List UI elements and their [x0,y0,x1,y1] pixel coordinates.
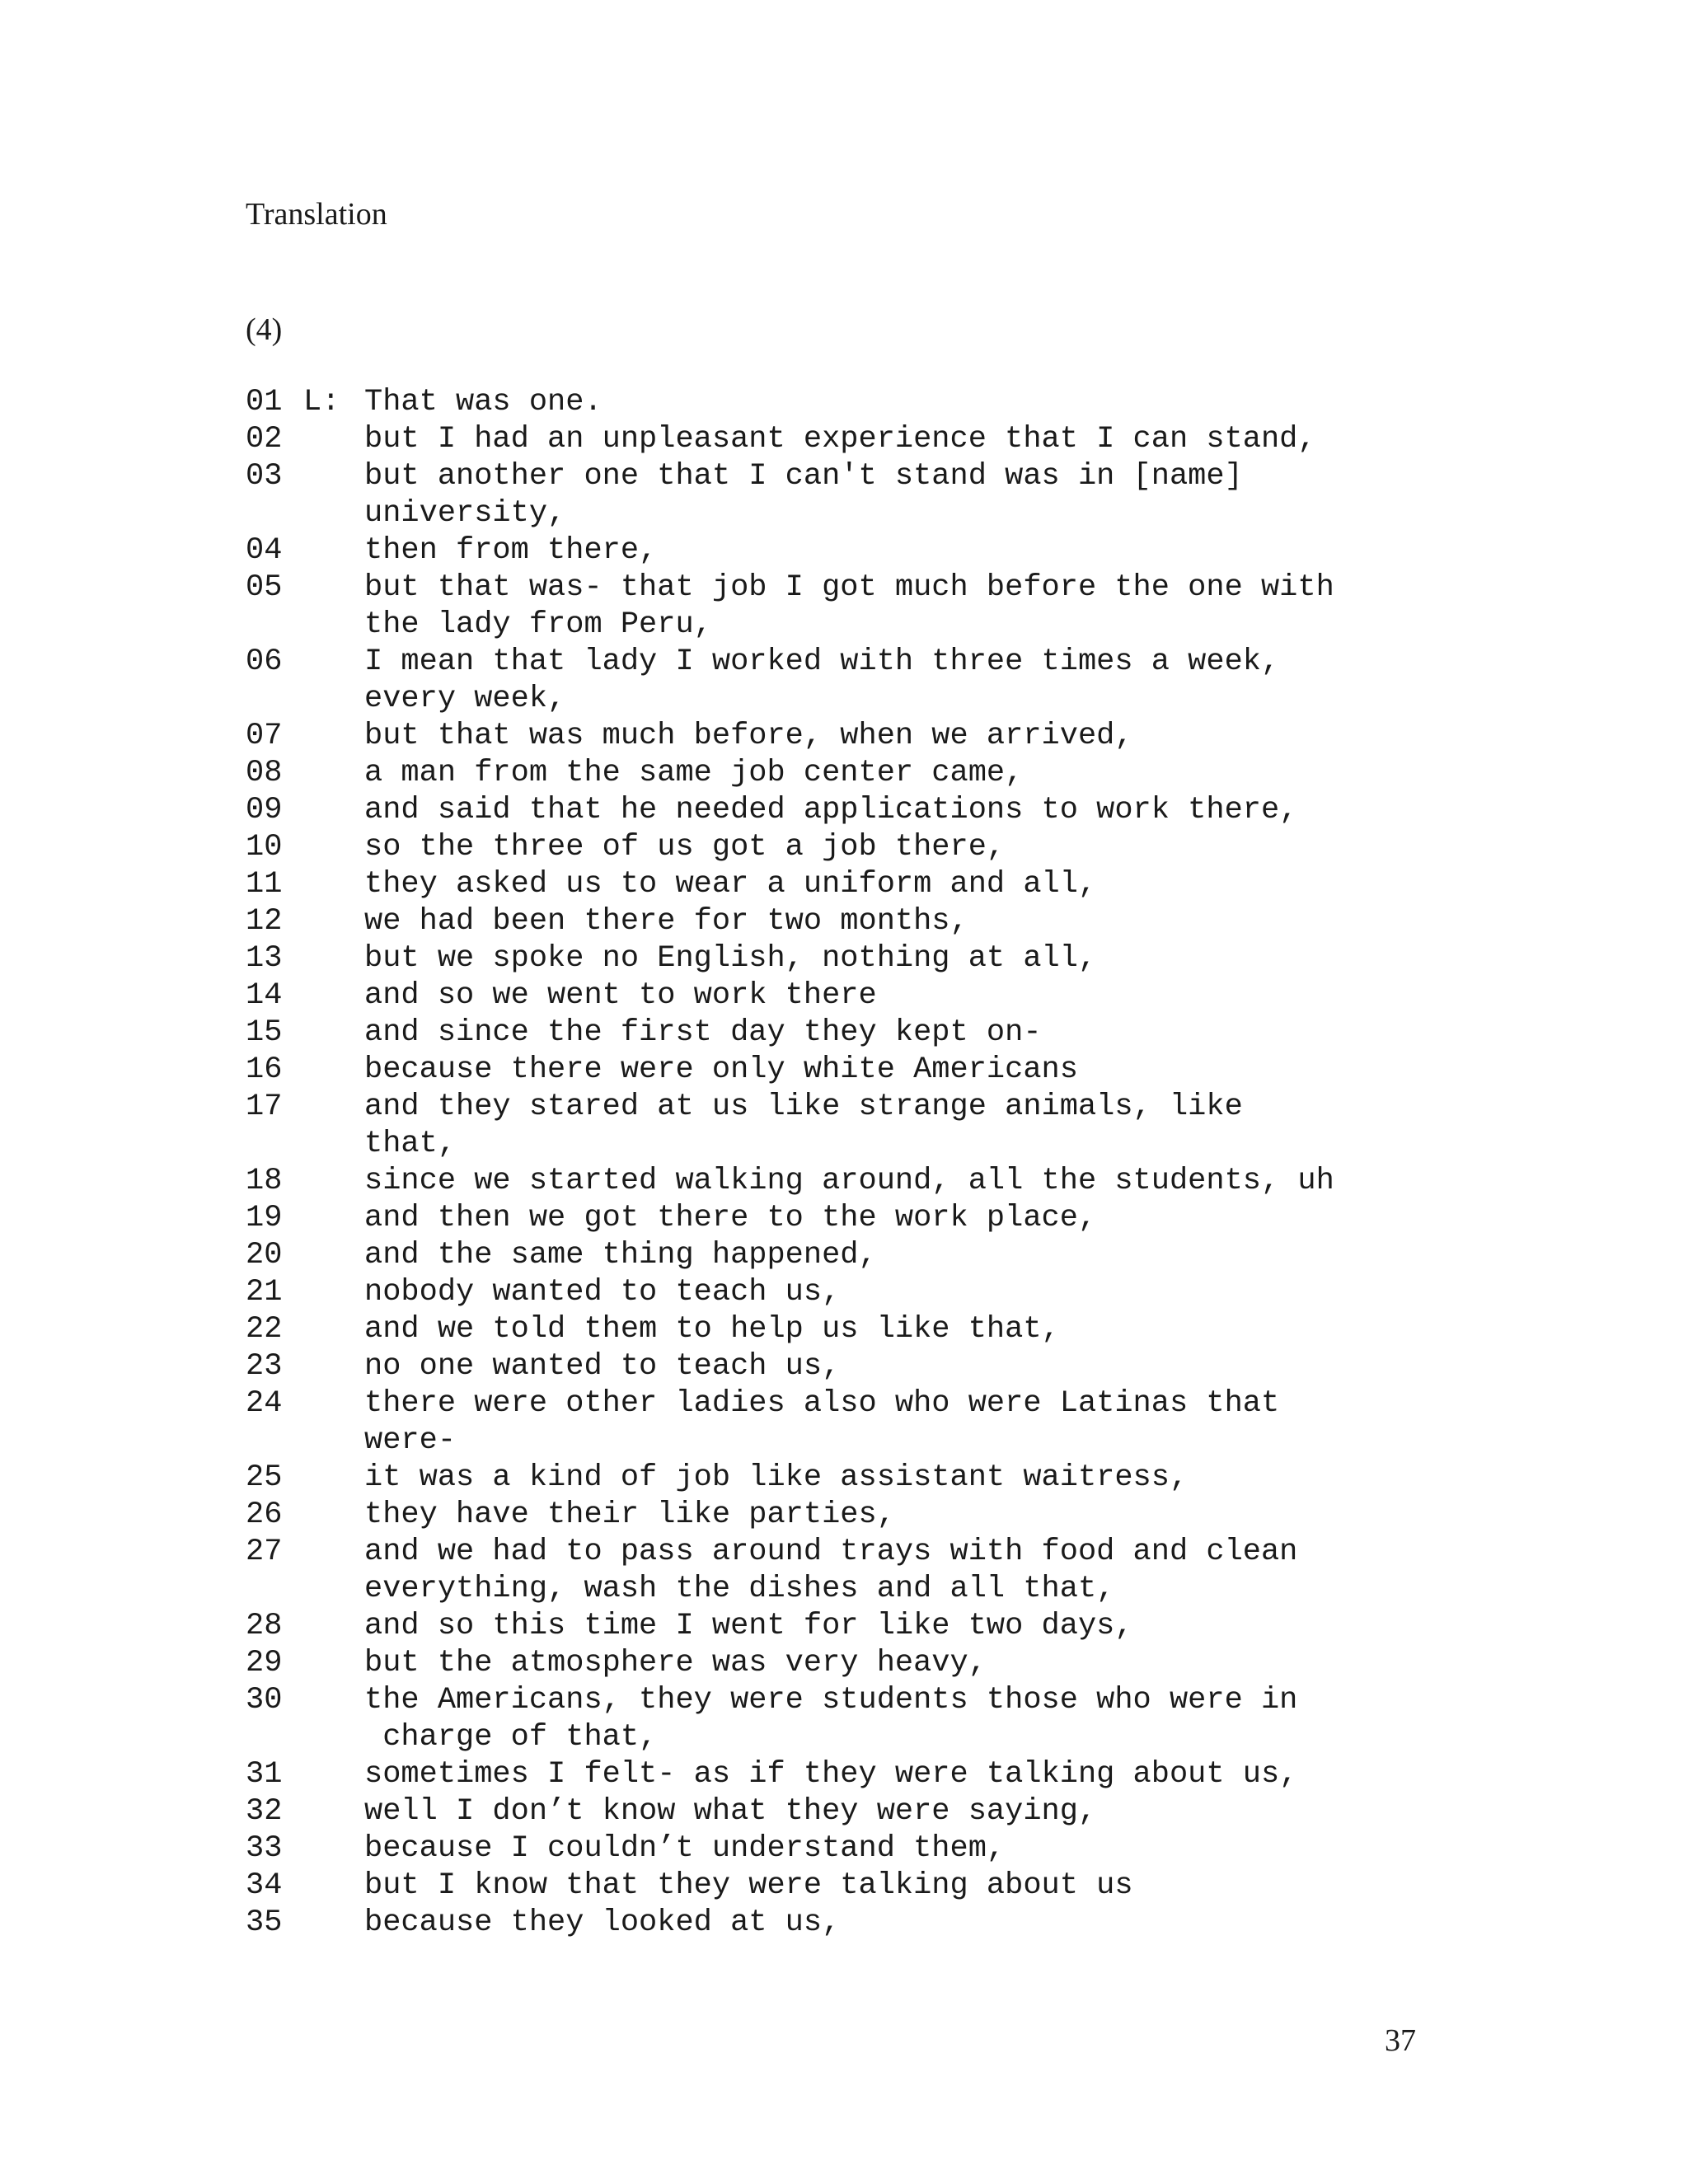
transcript-line [246,718,1449,755]
speaker-label [303,1089,364,1163]
line-number: 17 [246,1090,283,1124]
transcript-line [246,977,1449,1015]
utterance-text: then from there, [364,533,658,568]
speaker-label [303,829,364,866]
transcript-line [246,1793,1449,1830]
utterance [364,1793,1096,1830]
speaker-label [303,940,364,977]
utterance [364,903,968,940]
speaker-label [303,755,364,792]
speaker-label [303,458,364,532]
utterance [364,532,657,569]
utterance [364,755,1023,792]
utterance [364,1682,1297,1756]
utterance [364,792,1297,829]
line-number: 16 [246,1052,283,1087]
utterance-text: it was a kind of job like assistant waitress, [364,1460,1189,1495]
line-number: 13 [246,941,283,976]
speaker-label [303,569,364,644]
line-number: 08 [246,756,283,790]
line-number: 23 [246,1349,283,1384]
utterance [364,1497,895,1534]
speaker-label [303,1830,364,1868]
speaker-label [303,1868,364,1905]
transcript-line [246,1089,1449,1163]
utterance [364,1089,1243,1163]
line-number: 05 [246,570,283,605]
line-number: 10 [246,830,283,865]
speaker-label [303,1163,364,1200]
utterance [364,866,1096,903]
transcript-line [246,1497,1449,1534]
utterance-text: a man from the same job center came, [364,756,1024,790]
utterance [364,1163,1334,1200]
line-number: 09 [246,793,283,827]
transcript-line [246,1608,1449,1645]
line-number: 25 [246,1460,283,1495]
transcript-line [246,1682,1449,1756]
transcript-line [246,1237,1449,1274]
speaker-label [303,1237,364,1274]
utterance [364,1274,840,1311]
utterance-text: because I couldn’t understand them, [364,1831,1006,1866]
utterance [364,1237,877,1274]
transcript-line [246,829,1449,866]
utterance [364,1756,1297,1793]
speaker-label [303,1905,364,1942]
line-number: 29 [246,1646,283,1680]
utterance-text: no one wanted to teach us, [364,1349,841,1384]
line-number: 21 [246,1275,283,1310]
speaker-label [303,1497,364,1534]
speaker-label [303,644,364,718]
utterance [364,421,1316,458]
line-number: 02 [246,422,283,457]
speaker-label [303,1756,364,1793]
utterance [364,1608,1133,1645]
utterance-continuation: were- [364,1423,457,1458]
utterance [364,718,1133,755]
utterance-continuation: the lady from Peru, [364,607,712,642]
transcript-line [246,458,1449,532]
line-number: 28 [246,1609,283,1643]
utterance-text: so the three of us got a job there, [364,830,1006,865]
speaker-label [303,1348,364,1385]
transcript-line [246,792,1449,829]
utterance-text: but that was- that job I got much before the one with [364,570,1334,605]
utterance [364,1015,1042,1052]
utterance-text: they have their like parties, [364,1497,895,1532]
utterance [364,1348,840,1385]
utterance [364,940,1096,977]
transcript-line [246,940,1449,977]
line-number: 19 [246,1201,283,1235]
transcript-line [246,1645,1449,1682]
utterance-text: but that was much before, when we arrived, [364,719,1133,753]
line-number: 01 [246,385,283,419]
line-number: 18 [246,1164,283,1198]
transcript-line [246,1460,1449,1497]
utterance-text: they asked us to wear a uniform and all, [364,867,1097,902]
transcript-line [246,569,1449,644]
utterance-text: and then we got there to the work place, [364,1201,1097,1235]
speaker-label [303,866,364,903]
utterance-text: but another one that I can't stand was in [name] [364,459,1243,494]
utterance-text: there were other ladies also who were Latinas that [364,1386,1280,1421]
transcript-line [246,903,1449,940]
transcript-line [246,755,1449,792]
speaker-label [303,903,364,940]
transcript-line [246,1534,1449,1608]
speaker-label [303,532,364,569]
page-number: 37 [1385,2023,1416,2058]
utterance [364,1645,987,1682]
utterance-continuation: every week, [364,682,566,716]
line-number: 11 [246,867,283,902]
speaker-label [303,421,364,458]
utterance-text: and since the first day they kept on- [364,1015,1042,1050]
transcript-line [246,644,1449,718]
line-number: 07 [246,719,283,753]
utterance-text: since we started walking around, all the students, uh [364,1164,1334,1198]
utterance [364,569,1334,644]
utterance [364,644,1279,718]
line-number: 06 [246,644,283,679]
line-number: 34 [246,1868,283,1903]
speaker-label [303,1274,364,1311]
transcript-line [246,1348,1449,1385]
utterance-continuation: university, [364,496,566,531]
speaker-label [303,718,364,755]
example-number: (4) [246,312,283,347]
speaker-label [303,977,364,1015]
line-number: 27 [246,1535,283,1569]
line-number: 35 [246,1905,283,1940]
transcript-line [246,1311,1449,1348]
line-number: 31 [246,1757,283,1792]
utterance-text: and so we went to work there [364,978,877,1013]
transcript-line [246,384,1449,421]
utterance-text: because there were only white Americans [364,1052,1078,1087]
line-number: 26 [246,1497,283,1532]
utterance [364,458,1243,532]
utterance-text: and we had to pass around trays with food and clean [364,1535,1298,1569]
utterance-text: but we spoke no English, nothing at all, [364,941,1097,976]
speaker-label [303,792,364,829]
speaker-label [303,1052,364,1089]
utterance [364,1311,1060,1348]
line-number: 30 [246,1683,283,1718]
line-number: 24 [246,1386,283,1421]
utterance [364,384,603,421]
utterance [364,977,877,1015]
utterance [364,1830,1005,1868]
speaker-label [303,1608,364,1645]
utterance-text: but I know that they were talking about us [364,1868,1133,1903]
speaker-label [303,1460,364,1497]
transcript-line [246,421,1449,458]
transcript-line [246,1015,1449,1052]
utterance [364,1905,840,1942]
utterance-text: and they stared at us like strange animals, like [364,1090,1243,1124]
line-number: 20 [246,1238,283,1272]
line-number: 12 [246,904,283,939]
speaker-label [303,1015,364,1052]
transcript-line [246,1868,1449,1905]
utterance-continuation: everything, wash the dishes and all that, [364,1572,1115,1606]
transcript [246,384,1449,1942]
speaker-label [303,1793,364,1830]
line-number: 04 [246,533,283,568]
utterance-text: I mean that lady I worked with three times a week, [364,644,1280,679]
speaker-label: L: [303,385,340,419]
utterance-text: and said that he needed applications to work there, [364,793,1298,827]
utterance-text: and we told them to help us like that, [364,1312,1060,1347]
utterance-continuation: charge of that, [364,1720,658,1755]
transcript-line [246,1274,1449,1311]
line-number: 32 [246,1794,283,1829]
utterance-text: nobody wanted to teach us, [364,1275,841,1310]
utterance-continuation: that, [364,1127,457,1161]
utterance-text: and the same thing happened, [364,1238,877,1272]
speaker-label [303,1645,364,1682]
transcript-line [246,1385,1449,1460]
utterance [364,1385,1279,1460]
transcript-line [246,1052,1449,1089]
section-heading: Translation [246,197,387,232]
line-number: 22 [246,1312,283,1347]
line-number: 33 [246,1831,283,1866]
utterance-text: but I had an unpleasant experience that I can stand, [364,422,1316,457]
transcript-line [246,866,1449,903]
transcript-line [246,1905,1449,1942]
speaker-label [303,1200,364,1237]
line-number: 15 [246,1015,283,1050]
utterance-text: and so this time I went for like two days, [364,1609,1133,1643]
speaker-label [303,1534,364,1608]
transcript-line [246,1756,1449,1793]
utterance-text: we had been there for two months, [364,904,968,939]
speaker-label [303,1385,364,1460]
speaker-label [303,1682,364,1756]
utterance-text: That was one. [364,385,603,419]
utterance-text: but the atmosphere was very heavy, [364,1646,987,1680]
utterance [364,1200,1096,1237]
transcript-line [246,1163,1449,1200]
transcript-line [246,1830,1449,1868]
utterance-text: the Americans, they were students those who were in [364,1683,1298,1718]
utterance [364,1052,1078,1089]
transcript-line [246,1200,1449,1237]
transcript-line [246,532,1449,569]
utterance-text: well I don’t know what they were saying, [364,1794,1097,1829]
utterance-text: sometimes I felt- as if they were talking about us, [364,1757,1298,1792]
utterance [364,1868,1133,1905]
line-number: 14 [246,978,283,1013]
utterance [364,829,1005,866]
line-number: 03 [246,459,283,494]
utterance [364,1534,1297,1608]
utterance [364,1460,1188,1497]
speaker-label [303,1311,364,1348]
utterance-text: because they looked at us, [364,1905,841,1940]
